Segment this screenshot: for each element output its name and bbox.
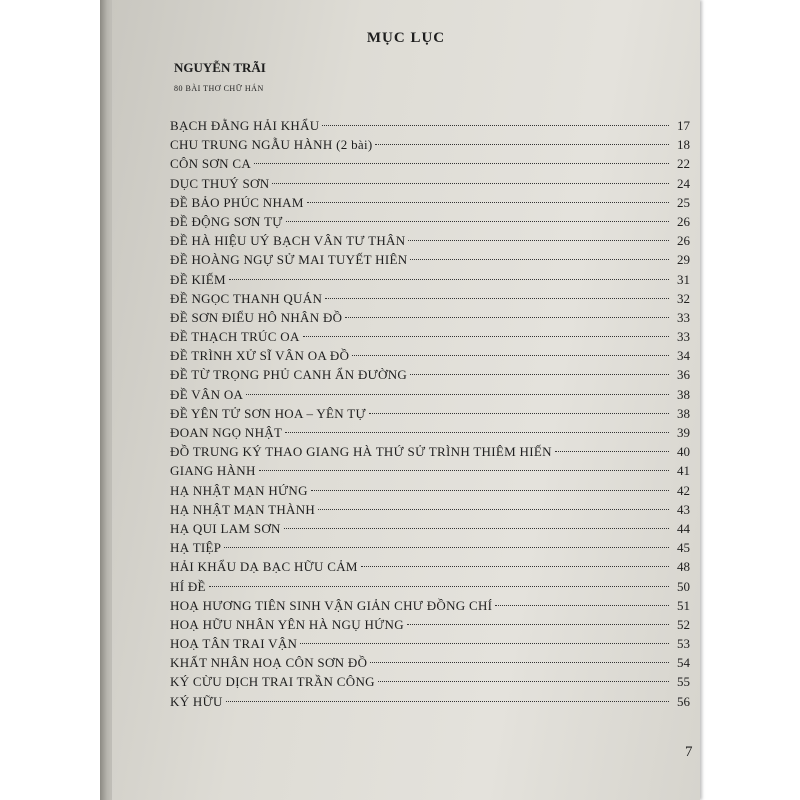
table-of-contents	[170, 116, 690, 711]
toc-entry-title: ĐỀ HOÀNG NGỰ SỬ MAI TUYẾT HIÊN	[170, 252, 408, 268]
toc-entry-page: 33	[677, 329, 690, 345]
dot-leader	[370, 662, 669, 663]
toc-entry	[170, 615, 690, 634]
toc-entry	[170, 385, 690, 404]
toc-entry	[170, 538, 690, 557]
toc-entry-page: 25	[677, 194, 690, 210]
dot-leader	[254, 163, 669, 164]
dot-leader	[307, 202, 669, 203]
toc-entry	[170, 672, 690, 691]
toc-entry-title: ĐỀ NGỌC THANH QUÁN	[170, 290, 323, 306]
dot-leader	[318, 509, 669, 510]
dot-leader	[209, 586, 669, 587]
dot-leader	[311, 490, 669, 491]
toc-entry-title: CHU TRUNG NGẪU HÀNH (2 bài)	[170, 137, 373, 153]
toc-entry-page: 36	[677, 367, 690, 383]
toc-entry	[170, 308, 690, 327]
toc-entry-title: ĐỀ ĐỘNG SƠN TỰ	[170, 213, 283, 229]
toc-entry-page: 44	[677, 520, 690, 536]
page-title: MỤC LỤC	[366, 30, 446, 46]
toc-entry-page: 17	[677, 118, 690, 133]
toc-entry-title: ĐỀ BẢO PHÚC NHAM	[170, 194, 304, 210]
toc-entry	[170, 461, 690, 480]
toc-entry-title: HÍ ĐỀ	[170, 578, 206, 594]
toc-entry-page: 29	[677, 252, 690, 268]
toc-entry-title: ĐOAN NGỌ NHẬT	[170, 425, 283, 440]
dot-leader	[303, 336, 669, 337]
dot-leader	[407, 624, 669, 625]
toc-entry	[170, 634, 690, 653]
dot-leader	[272, 183, 669, 184]
dot-leader	[410, 259, 669, 260]
toc-entry-page: 54	[677, 655, 690, 671]
toc-entry	[170, 577, 690, 596]
toc-entry-title: ĐỀ HÀ HIỆU UÝ BẠCH VÂN TƯ THÂN	[170, 233, 406, 249]
toc-entry-page: 51	[677, 597, 690, 613]
toc-entry-page: 24	[677, 175, 690, 191]
toc-entry-title: GIANG HÀNH	[170, 463, 256, 479]
toc-entry-page: 32	[677, 290, 690, 306]
dot-leader	[284, 528, 669, 529]
dot-leader	[375, 144, 669, 145]
toc-entry-page: 40	[677, 444, 690, 460]
toc-entry-title: ĐỀ YÊN TỬ SƠN HOA – YÊN TỰ	[170, 405, 366, 421]
toc-entry-title: HOẠ TÂN TRAI VẬN	[170, 636, 298, 652]
toc-entry-page: 18	[677, 137, 690, 153]
toc-entry-page: 41	[677, 463, 690, 479]
toc-entry-title: ĐỀ THẠCH TRÚC OA	[170, 329, 300, 345]
dot-leader	[322, 125, 669, 126]
toc-entry-page: 26	[677, 213, 690, 229]
toc-entry-page: 22	[677, 156, 690, 172]
toc-entry-page: 43	[677, 501, 690, 517]
toc-entry-title: HẢI KHẨU DẠ BẠC HỮU CẢM	[170, 559, 358, 575]
toc-entry-page: 33	[677, 309, 690, 325]
toc-entry-title: DỤC THUÝ SƠN	[170, 175, 270, 191]
toc-entry	[170, 404, 690, 423]
dot-leader	[408, 240, 669, 241]
dot-leader	[259, 470, 669, 471]
dot-leader	[555, 451, 669, 452]
toc-entry	[170, 557, 690, 576]
toc-entry-page: 39	[677, 425, 690, 440]
dot-leader	[246, 394, 669, 395]
toc-entry-title: ĐỀ TỪ TRỌNG PHỦ CANH ẨN ĐƯỜNG	[170, 367, 408, 383]
toc-entry-title: KHẤT NHÂN HOẠ CÔN SƠN ĐỒ	[170, 655, 368, 671]
dot-leader	[352, 355, 669, 356]
toc-entry	[170, 193, 690, 212]
dot-leader	[286, 221, 669, 222]
toc-entry-page: 56	[677, 693, 690, 709]
book-page	[112, 0, 700, 800]
toc-entry	[170, 116, 690, 135]
toc-entry-title: HOẠ HỮU NHÂN YÊN HÀ NGỤ HỨNG	[170, 616, 404, 632]
toc-entry	[170, 250, 690, 269]
dot-leader	[495, 605, 669, 606]
section-subtitle: 80 BÀI THƠ CHỮ HÁN	[174, 84, 264, 93]
toc-entry-page: 34	[677, 348, 690, 364]
toc-entry	[170, 289, 690, 308]
toc-entry-title: HẠ QUI LAM SƠN	[170, 520, 281, 536]
toc-entry-title: KÝ CỪU DỊCH TRAI TRẦN CÔNG	[170, 674, 375, 690]
dot-leader	[300, 643, 669, 644]
dot-leader	[226, 701, 669, 702]
toc-entry	[170, 135, 690, 154]
toc-entry	[170, 346, 690, 365]
toc-entry	[170, 174, 690, 193]
toc-entry-title: KÝ HỮU	[170, 693, 223, 709]
toc-entry-title: ĐỀ SƠN ĐIỂU HÔ NHÂN ĐỒ	[170, 309, 343, 325]
toc-entry	[170, 500, 690, 519]
toc-entry-page: 52	[677, 616, 690, 632]
toc-entry-page: 31	[677, 271, 690, 287]
toc-entry-page: 45	[677, 540, 690, 556]
dot-leader	[224, 547, 669, 548]
dot-leader	[378, 681, 669, 682]
toc-entry	[170, 154, 690, 173]
toc-entry-page: 55	[677, 674, 690, 690]
toc-entry-page: 53	[677, 636, 690, 652]
dot-leader	[369, 413, 669, 414]
toc-entry	[170, 653, 690, 672]
toc-entry-page: 42	[677, 482, 690, 498]
toc-entry-page: 38	[677, 405, 690, 421]
dot-leader	[361, 566, 669, 567]
author-name: NGUYỄN TRÃI	[174, 60, 266, 75]
page-number: 7	[685, 744, 693, 760]
toc-entry-page: 26	[677, 233, 690, 249]
dot-leader	[345, 317, 669, 318]
toc-entry	[170, 212, 690, 231]
toc-entry-page: 38	[677, 386, 690, 402]
toc-entry-title: ĐỀ KIẾM	[170, 271, 226, 287]
dot-leader	[325, 298, 669, 299]
toc-entry	[170, 442, 690, 461]
toc-entry-page: 48	[677, 559, 690, 575]
background	[0, 0, 100, 800]
toc-entry-title: HẠ NHẬT MẠN THÀNH	[170, 501, 316, 517]
dot-leader	[229, 279, 669, 280]
dot-leader	[285, 432, 669, 433]
dot-leader	[410, 374, 669, 375]
toc-entry-title: ĐỒ TRUNG KÝ THAO GIANG HÀ THỨ SỬ TRÌNH THIÊM HIẾN	[170, 444, 552, 460]
toc-entry-title: CÔN SƠN CA	[170, 156, 252, 172]
toc-entry-title: ĐỀ VÂN OA	[170, 386, 244, 402]
toc-entry	[170, 519, 690, 538]
toc-entry	[170, 365, 690, 384]
toc-entry	[170, 270, 690, 289]
toc-entry-title: BẠCH ĐẰNG HẢI KHẨU	[170, 118, 320, 133]
toc-entry	[170, 481, 690, 500]
toc-entry-title: HẠ TIỆP	[170, 540, 222, 556]
toc-entry	[170, 423, 690, 442]
toc-entry	[170, 596, 690, 615]
toc-entry	[170, 231, 690, 250]
toc-entry-title: ĐỀ TRÌNH XỬ SĨ VÂN OA ĐỒ	[170, 348, 350, 364]
toc-entry-page: 50	[677, 578, 690, 594]
toc-entry-title: HOẠ HƯƠNG TIÊN SINH VẬN GIẢN CHƯ ĐỒNG CHÍ	[170, 597, 493, 613]
toc-entry	[170, 692, 690, 711]
toc-entry-title: HẠ NHẬT MẠN HỨNG	[170, 482, 308, 498]
toc-entry	[170, 327, 690, 346]
